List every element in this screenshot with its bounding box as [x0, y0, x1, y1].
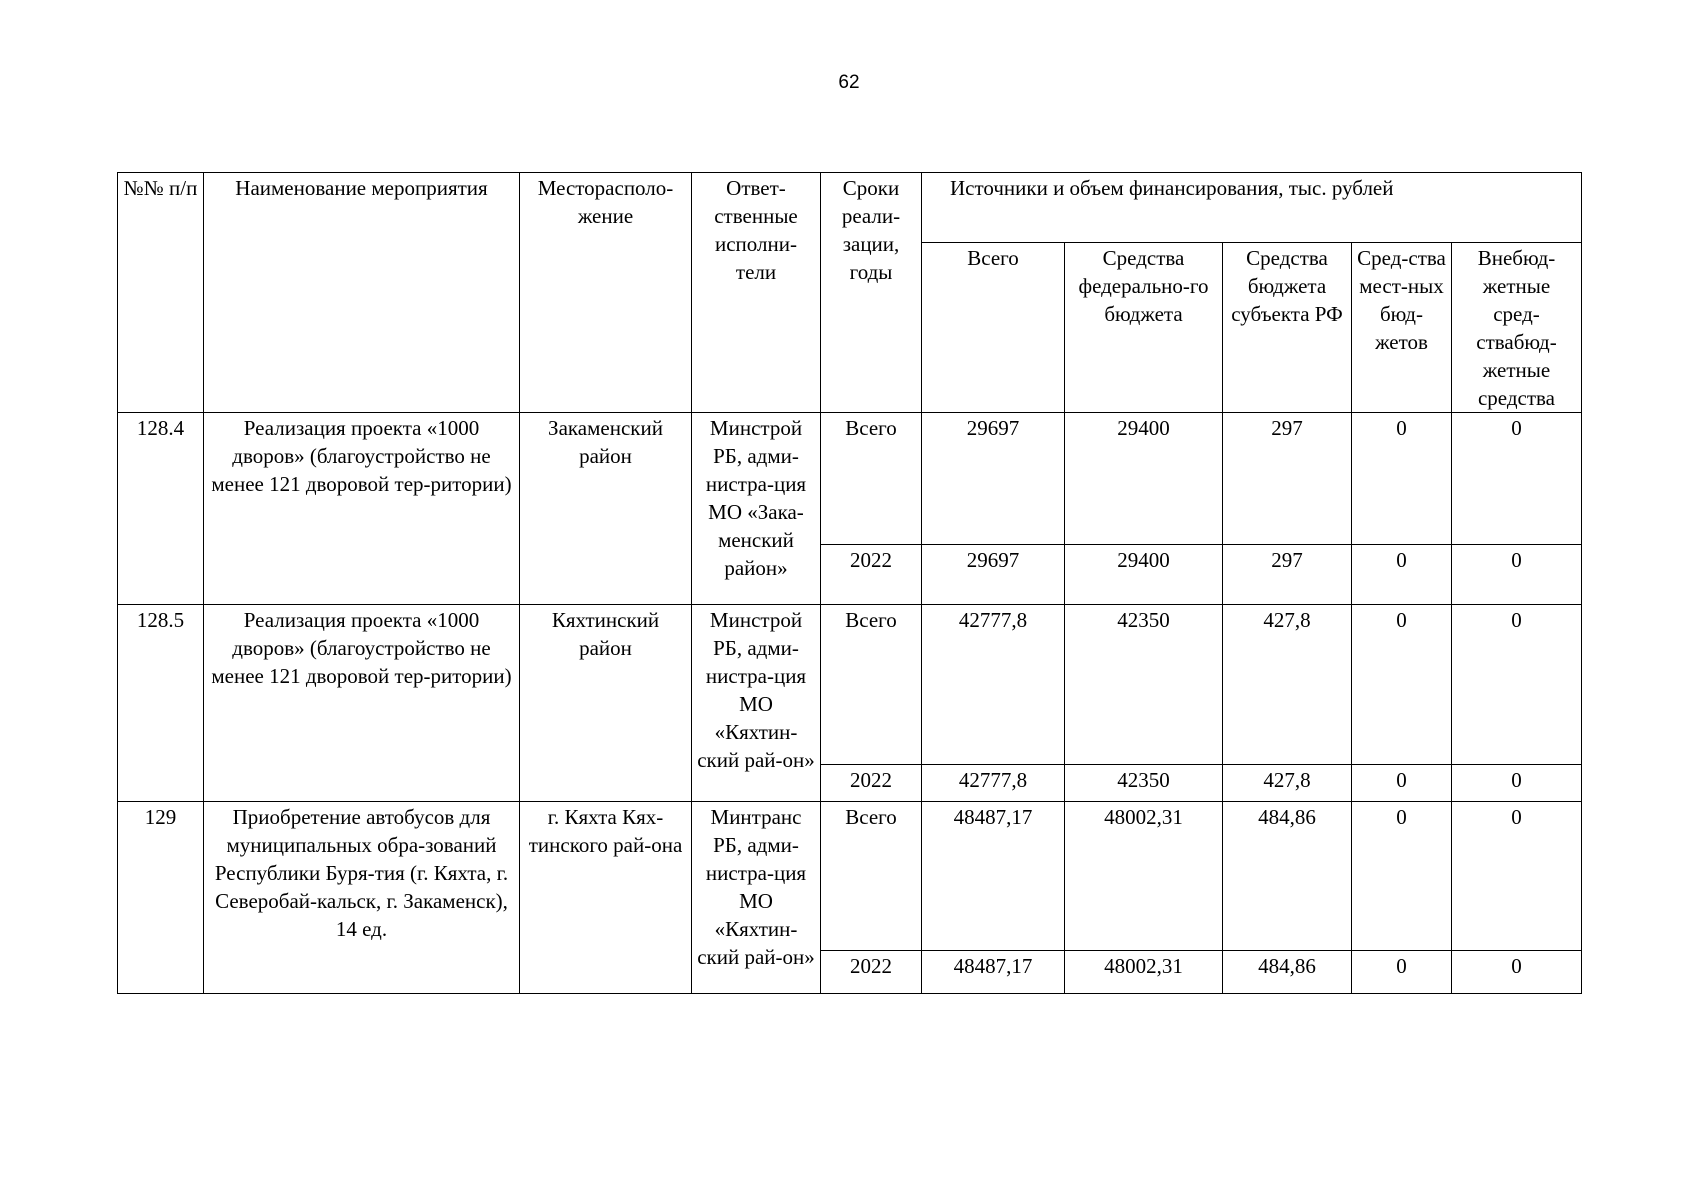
cell-regional: 484,86: [1223, 951, 1352, 994]
cell-extra: 0: [1452, 605, 1582, 765]
header-row: [118, 173, 1582, 243]
cell-name: Реализация проекта «1000 дворов» (благоустройство не менее 121 дворовой тер-ритории): [204, 605, 520, 802]
cell-name: Приобретение автобусов для муниципальных обра-зований Республики Буря-тия (г. Кяхта, г. Северобай-кальск, г. Закаменск), 14 ед.: [204, 802, 520, 994]
cell-local: 0: [1352, 951, 1452, 994]
cell-num: 128.4: [118, 413, 204, 605]
cell-local: 0: [1352, 545, 1452, 605]
cell-federal: 48002,31: [1065, 951, 1223, 994]
header-total: Всего: [922, 243, 1065, 413]
cell-extra: 0: [1452, 545, 1582, 605]
cell-local: 0: [1352, 802, 1452, 951]
cell-local: 0: [1352, 605, 1452, 765]
header-local: Сред-ства мест-ных бюд-жетов: [1352, 243, 1452, 413]
header-name: Наименование мероприятия: [204, 173, 520, 413]
cell-regional: 484,86: [1223, 802, 1352, 951]
cell-term: Всего: [821, 605, 922, 765]
cell-federal: 42350: [1065, 605, 1223, 765]
financing-table: [117, 172, 1582, 994]
header-terms: Сроки реали-зации, годы: [821, 173, 922, 413]
cell-extra: 0: [1452, 765, 1582, 802]
cell-regional: 297: [1223, 545, 1352, 605]
cell-federal: 29400: [1065, 545, 1223, 605]
cell-location: Закаменский район: [520, 413, 692, 605]
header-sources: Источники и объем финансирования, тыс. рублей: [922, 173, 1582, 243]
page-number: 62: [838, 72, 860, 93]
header-location: Месторасполо-жение: [520, 173, 692, 413]
cell-local: 0: [1352, 413, 1452, 545]
cell-location: Кяхтинский район: [520, 605, 692, 802]
cell-term: Всего: [821, 802, 922, 951]
header-federal: Средства федерально-го бюджета: [1065, 243, 1223, 413]
cell-executors: Минстрой РБ, адми-нистра-ция МО «Кяхтин-ский рай-он»: [692, 605, 821, 802]
cell-term: 2022: [821, 951, 922, 994]
header-regional: Средства бюджета субъекта РФ: [1223, 243, 1352, 413]
cell-executors: Минстрой РБ, адми-нистра-ция МО «Зака-менский район»: [692, 413, 821, 605]
table-row: [118, 605, 1582, 765]
cell-total: 29697: [922, 545, 1065, 605]
cell-extra: 0: [1452, 951, 1582, 994]
cell-executors: Минтранс РБ, адми-нистра-ция МО «Кяхтин-ский рай-он»: [692, 802, 821, 994]
cell-total: 48487,17: [922, 951, 1065, 994]
cell-extra: 0: [1452, 802, 1582, 951]
table-row: [118, 413, 1582, 545]
header-num: №№ п/п: [118, 173, 204, 413]
table-row: [118, 802, 1582, 951]
cell-location: г. Кяхта Кях-тинского рай-она: [520, 802, 692, 994]
cell-federal: 48002,31: [1065, 802, 1223, 951]
cell-total: 42777,8: [922, 765, 1065, 802]
cell-federal: 42350: [1065, 765, 1223, 802]
cell-total: 42777,8: [922, 605, 1065, 765]
cell-total: 48487,17: [922, 802, 1065, 951]
cell-term: Всего: [821, 413, 922, 545]
header-executors: Ответ-ственные исполни-тели: [692, 173, 821, 413]
header-extra: Внебюд-жетные сред-ствабюд-жетные средства: [1452, 243, 1582, 413]
cell-extra: 0: [1452, 413, 1582, 545]
cell-federal: 29400: [1065, 413, 1223, 545]
cell-regional: 297: [1223, 413, 1352, 545]
cell-name: Реализация проекта «1000 дворов» (благоустройство не менее 121 дворовой тер-ритории): [204, 413, 520, 605]
cell-regional: 427,8: [1223, 765, 1352, 802]
cell-term: 2022: [821, 765, 922, 802]
cell-regional: 427,8: [1223, 605, 1352, 765]
cell-total: 29697: [922, 413, 1065, 545]
cell-num: 129: [118, 802, 204, 994]
cell-num: 128.5: [118, 605, 204, 802]
cell-term: 2022: [821, 545, 922, 605]
cell-local: 0: [1352, 765, 1452, 802]
